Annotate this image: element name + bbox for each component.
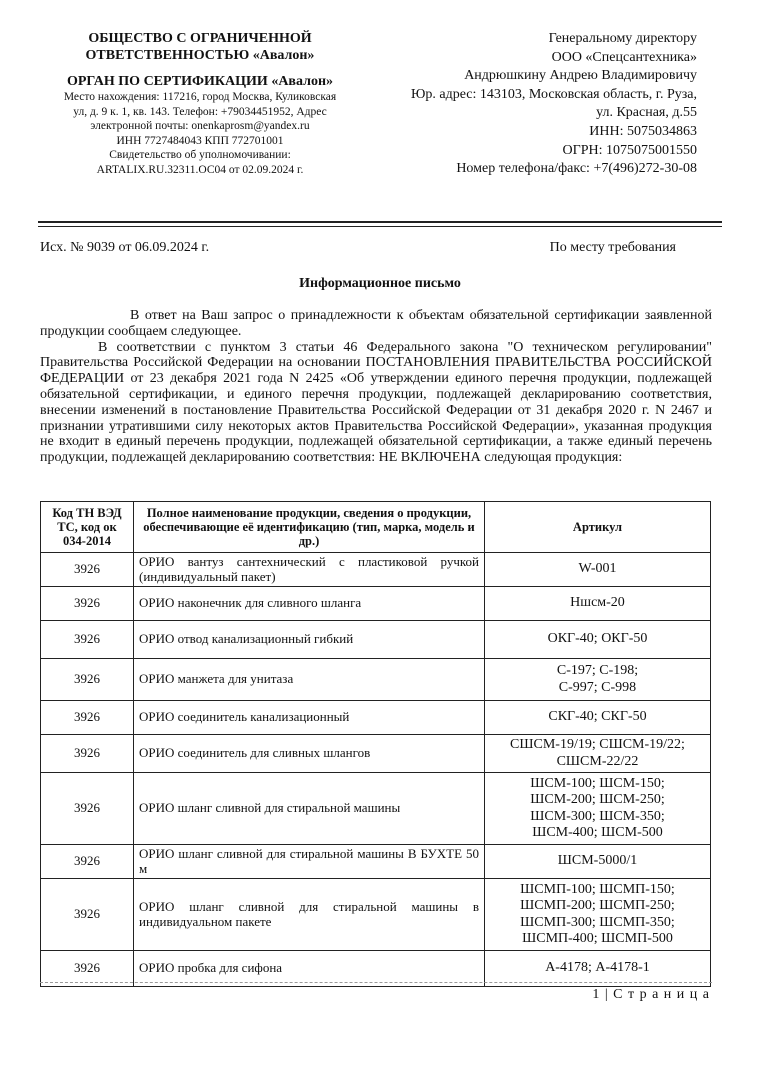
recipient-line: Юр. адрес: 143103, Московская область, г. Руза, (410, 86, 697, 102)
product-name: ОРИО соединитель канализационный (134, 701, 485, 735)
product-name: ОРИО шланг сливной для стиральной машины В БУХТЕ 50 м (134, 845, 485, 879)
header-code: Код ТН ВЭД ТС, код ок 034-2014 (41, 502, 134, 553)
product-code: 3926 (41, 659, 134, 701)
recipient-line: ОГРН: 1075075001550 (562, 142, 697, 158)
product-code: 3926 (41, 701, 134, 735)
footer-divider (40, 982, 712, 983)
page-number: 1 | С т р а н и ц а (592, 987, 710, 1002)
product-name: ОРИО манжета для унитаза (134, 659, 485, 701)
product-name: ОРИО пробка для сифона (134, 951, 485, 987)
sender-detail: ул, д. 9 к. 1, кв. 143. Телефон: +79034451952, Адрес (73, 105, 327, 118)
cert-body-name: ОРГАН ПО СЕРТИФИКАЦИИ «Авалон» (66, 74, 334, 89)
recipient-line: Андрюшкину Андрею Владимировичу (464, 68, 697, 84)
recipient-line: ул. Красная, д.55 (596, 105, 697, 121)
product-name: ОРИО соединитель для сливных шлангов (134, 735, 485, 773)
product-table (40, 501, 711, 987)
sender-detail: ARTALIX.RU.32311.ОС04 от 02.09.2024 г. (96, 163, 304, 176)
product-code: 3926 (41, 879, 134, 951)
recipient-block (357, 30, 697, 179)
table-row (41, 879, 711, 951)
table-row (41, 701, 711, 735)
sender-block (40, 30, 360, 177)
product-code: 3926 (41, 773, 134, 845)
product-name: ОРИО шланг сливной для стиральной машины (134, 773, 485, 845)
table-row (41, 587, 711, 621)
product-article: ШСМ-5000/1 (485, 845, 711, 879)
sender-detail: электронной почты: onenkaprosm@yandex.ru (90, 120, 310, 132)
product-code: 3926 (41, 845, 134, 879)
product-article: СКГ-40; СКГ-50 (485, 701, 711, 735)
product-code: 3926 (41, 735, 134, 773)
outgoing-number: Исх. № 9039 от 06.09.2024 г. (40, 240, 210, 255)
product-article: W-001 (485, 553, 711, 587)
product-code: 3926 (41, 621, 134, 659)
product-article: А-4178; А-4178-1 (485, 951, 711, 987)
recipient-line: ИНН: 5075034863 (589, 123, 697, 139)
sender-detail: Место нахождения: 117216, город Москва, Куликовская (63, 91, 337, 103)
sender-detail: ИНН 7727484043 КПП 772701001 (116, 134, 284, 147)
paragraph-legal: В соответствии с пунктом 3 статьи 46 Федерального закона "О техническом регулировании" Правительства Российской Федерации на основании ПОСТАНОВЛЕНИЯ ПРАВИТЕЛЬСТВА РОССИЙСКОЙ ФЕДЕРАЦИИ от 23 декабря 2021 года N 2425 «Об утверждении единого перечня продукции, подлежащей обязательной сертификации, и единого перечня продукции, подлежащей декларированию соответствия, внесении изменений в постановление Правительства Российской Федерации от 31 декабря 2020 г. N 2467 и признании утратившими силу некоторых актов Правительства Российской Федерации», указанная продукция не входит в единый перечень продукции, подлежащей обязательной сертификации, а также единый перечень продукции, подлежащей декларированию соответствия: НЕ ВКЛЮЧЕНА следующая продукция: (40, 339, 712, 466)
table-header-row (41, 502, 711, 553)
letter-body (40, 308, 712, 466)
product-code: 3926 (41, 587, 134, 621)
product-name: ОРИО наконечник для сливного шланга (134, 587, 485, 621)
sender-detail: Свидетельство об уполномочивании: (109, 149, 291, 161)
table-row (41, 845, 711, 879)
letter-title: Информационное письмо (299, 276, 461, 291)
header-divider-thin (38, 226, 722, 227)
product-name: ОРИО шланг сливной для стиральной машины в индивидуальном пакете (134, 879, 485, 951)
recipient-line: Номер телефона/факс: +7(496)272-30-08 (456, 161, 697, 177)
table-row (41, 659, 711, 701)
destination: По месту требования (549, 240, 676, 255)
product-code: 3926 (41, 951, 134, 987)
table-row (41, 553, 711, 587)
product-article: С-197; С-198; С-997; С-998 (485, 659, 711, 701)
product-article: ШСМП-100; ШСМП-150; ШСМП-200; ШСМП-250; ШСМП-300; ШСМП-350; ШСМП-400; ШСМП-500 (485, 879, 711, 951)
header-divider (38, 221, 722, 223)
org-name-line2: ОТВЕТСТВЕННОСТЬЮ «Авалон» (85, 48, 315, 63)
product-article: ОКГ-40; ОКГ-50 (485, 621, 711, 659)
product-article: ШСМ-100; ШСМ-150; ШСМ-200; ШСМ-250; ШСМ-300; ШСМ-350; ШСМ-400; ШСМ-500 (485, 773, 711, 845)
recipient-line: ООО «Спецсантехника» (551, 49, 697, 65)
recipient-line: Генеральному директору (548, 31, 697, 46)
product-article: СШСМ-19/19; СШСМ-19/22; СШСМ-22/22 (485, 735, 711, 773)
table-row (41, 735, 711, 773)
table-row (41, 621, 711, 659)
product-name: ОРИО вантуз сантехнический с пластиковой ручкой (индивидуальный пакет) (134, 553, 485, 587)
paragraph-request: В ответ на Ваш запрос о принадлежности к объектам обязательной сертификации заявленной продукции сообщаем следующее. (40, 308, 712, 339)
product-name: ОРИО отвод канализационный гибкий (134, 621, 485, 659)
header-article: Артикул (485, 502, 711, 553)
product-code: 3926 (41, 553, 134, 587)
product-article: Ншсм-20 (485, 587, 711, 621)
table-row (41, 773, 711, 845)
org-name-line1: ОБЩЕСТВО С ОГРАНИЧЕННОЙ (88, 31, 312, 46)
header-name: Полное наименование продукции, сведения о продукции, обеспечивающие её идентификацию (тип, марка, модель и др.) (134, 502, 485, 553)
